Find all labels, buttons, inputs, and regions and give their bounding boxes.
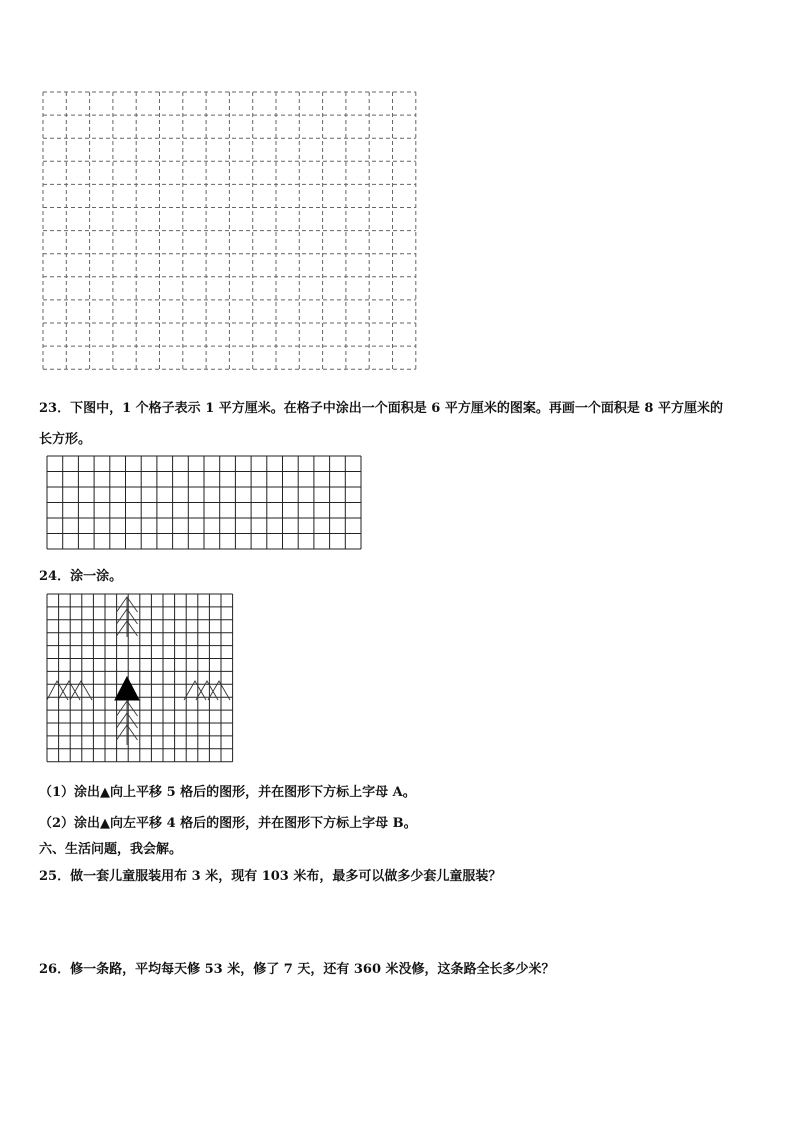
black-triangle [115,677,139,700]
question-24-part2: （2）涂出▲向左平移 4 格后的图形，并在图形下方标上字母 B。 [39,816,417,831]
square-grid-q24 [46,593,236,763]
question-26: 26．修一条路，平均每天修 53 米，修了 7 天，还有 360 米没修，这条路全长多少米？ [39,962,555,977]
question-24-title: 24．涂一涂。 [39,569,123,584]
question-23-line2: 长方形。 [39,432,92,447]
square-grid-q23 [46,455,364,551]
question-25: 25．做一套儿童服装用布 3 米，现有 103 米布，最多可以做多少套儿童服装？ [39,869,502,884]
question-24-part1: （1）涂出▲向上平移 5 格后的图形，并在图形下方标上字母 A。 [39,785,416,800]
section-6-heading: 六、生活问题，我会解。 [39,842,183,857]
question-23-line1: 23．下图中，1 个格子表示 1 平方厘米。在格子中涂出一个面积是 6 平方厘米的图案。再画一个面积是 8 平方厘米的 [39,401,723,416]
dashed-grid-top [42,91,418,373]
